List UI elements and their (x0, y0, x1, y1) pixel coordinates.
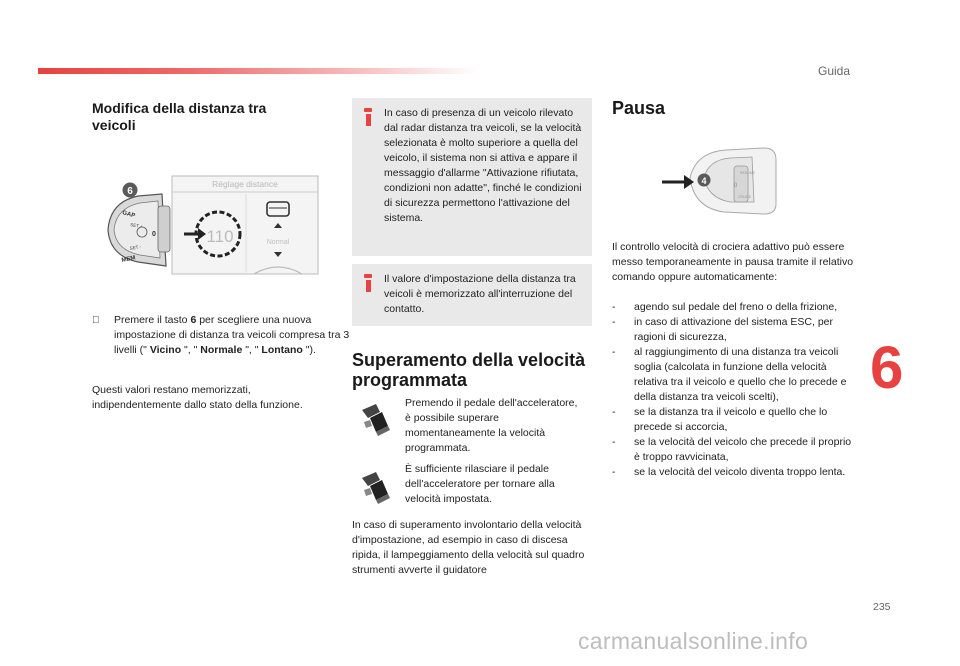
stalk-zero-label-2: 0 (734, 183, 738, 189)
marker-6: 6 (127, 186, 133, 197)
bullet-glyph (92, 313, 100, 328)
list-item: - se la distanza tra il veicolo e quello che lo precede si accorcia, (612, 405, 858, 435)
screen-mode: Normal (266, 239, 290, 246)
section-title: Guida (818, 64, 851, 78)
info-box-radar (352, 98, 592, 256)
distance-bullet: Premere il tasto 6 per scegliere una nuova impostazione di distanza tra veicoli compresa tra 3 livelli (" Vicino ", " Normale ", " Lontano "). (92, 313, 360, 358)
marker-4: 4 (701, 176, 707, 186)
accelerator-pedal-icon (356, 400, 396, 440)
list-item: - se la velocità del veicolo diventa troppo lenta. (612, 465, 858, 480)
info-icon (364, 274, 372, 292)
watermark-link[interactable]: carmanualsonline.info (578, 628, 809, 654)
header-accent-bar (38, 68, 478, 74)
pause-title: Pausa (612, 98, 666, 118)
overspeed-paragraph: In caso di superamento involontario della velocità d'impostazione, ad esempio in caso di discesa ripida, il lampeggiamento della velocità sul quadro strumenti avverte il guidatore (352, 519, 585, 576)
page-number: 235 (873, 601, 891, 613)
stalk-setplus-label: SET + (129, 222, 144, 230)
pedal-release-text: È sufficiente rilasciare il pedale dell'acceleratore per tornare alla velocità impostata. (405, 463, 555, 505)
info-box-memory (352, 264, 592, 326)
screen-title: Réglage distance (212, 179, 278, 189)
list-item: - al raggiungimento di una distanza tra veicoli soglia (calcolata in funzione della velocità relativa tra il veicolo e quello che lo precede e della distanza tra veicoli scelti), (612, 345, 858, 405)
stalk-gap-label: GAP (121, 210, 136, 220)
info-box-memory-text: Il valore d'impostazione della distanza tra veicoli è memorizzato all'interruzione del contatto. (384, 273, 576, 315)
screen-speed: 110 (206, 227, 234, 246)
info-box-radar-text: In caso di presenza di un veicolo rilevato dal radar distanza tra veicoli, se la velocità selezionata è molto superiore a quella del veicolo, il sistema non si attiva e appare il messaggio d'allarme "Attivazione rifiutata, condizioni non adatte", finché le condizioni di sicurezza permettono l'attivazione del sistema. (384, 107, 582, 224)
stalk-setminus-label: SET - (129, 244, 142, 251)
chapter-number: 6 (870, 334, 904, 401)
pedal-press-text: Premendo il pedale dell'acceleratore, è possibile superare momentaneamente la velocità programmata. (405, 397, 578, 454)
stalk-zero-label: 0 (152, 231, 156, 238)
distance-setting-illustration (100, 170, 330, 280)
stalk-mem-label: MEM (121, 255, 137, 264)
pause-illustration (660, 142, 780, 220)
pause-intro: Il controllo velocità di crociera adattivo può essere messo temporaneamente in pausa tramite il relativo comando oppure automaticamente: (612, 241, 854, 283)
accelerator-pedal-icon (356, 468, 396, 508)
stalk-resume-label: RESUME (740, 171, 755, 175)
left-paragraph: Questi valori restano memorizzati, indipendentemente dallo stato della funzione. (92, 384, 303, 411)
stalk-cruise-label: CRUISE (738, 195, 752, 199)
left-title: Modifica della distanza tra veicoli (92, 100, 267, 133)
info-icon (364, 108, 372, 126)
list-item: - se la velocità del veicolo che precede il proprio è troppo ravvicinata, (612, 435, 858, 465)
list-item: - in caso di attivazione del sistema ESC, per ragioni di sicurezza, (612, 315, 858, 345)
list-item: - agendo sul pedale del freno o della frizione, (612, 300, 858, 315)
pause-list (612, 300, 858, 480)
overspeed-title: Superamento della velocità programmata (352, 350, 586, 390)
